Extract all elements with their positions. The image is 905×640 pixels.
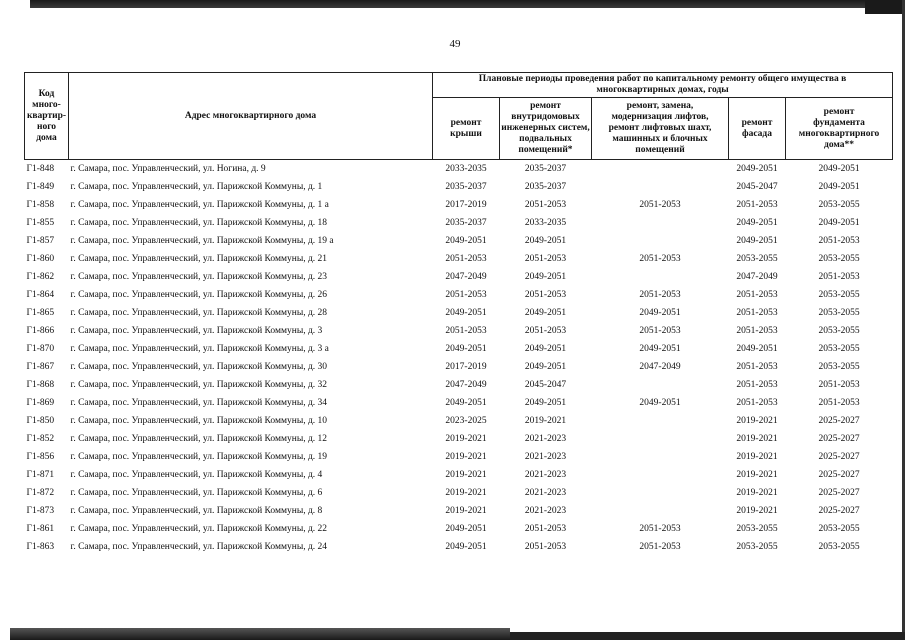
table-row [25,286,893,304]
cell-facade: 2049-2051 [736,344,778,354]
cell-roof: 2047-2049 [445,380,487,390]
table-row [25,538,893,556]
cell-code: Г1-855 [26,218,55,228]
table-row [25,232,893,250]
cell-roof: 2051-2053 [445,290,487,300]
cell-foundation: 2051-2053 [818,380,860,390]
header-systems-line: ремонт [530,101,561,111]
cell-facade: 2047-2049 [736,272,778,282]
cell-code: Г1-861 [26,524,55,534]
cell-systems: 2051-2053 [524,254,567,264]
cell-code: Г1-865 [26,308,55,318]
cell-code: Г1-872 [26,488,55,498]
table-row [25,358,893,376]
cell-roof: 2049-2051 [445,542,487,552]
header-systems [500,98,592,160]
cell-foundation: 2025-2027 [818,434,860,444]
cell-address: г. Самара, пос. Управленческий, ул. Парижской Коммуны, д. 3 а [70,344,329,354]
cell-facade: 2049-2051 [736,218,778,228]
cell-code: Г1-856 [26,452,55,462]
header-roof-line: ремонт [450,117,482,128]
cell-lifts: 2051-2053 [639,200,681,210]
cell-code: Г1-873 [26,506,55,516]
cell-address: г. Самара, пос. Управленческий, ул. Парижской Коммуны, д. 19 [70,452,328,462]
cell-roof: 2019-2021 [445,452,487,462]
cell-roof: 2049-2051 [445,524,487,534]
cell-lifts: 2051-2053 [639,326,681,336]
header-lifts-line: модернизация лифтов, [611,112,709,122]
cell-roof: 2035-2037 [445,218,487,228]
cell-systems: 2035-2037 [500,160,592,179]
cell-address: г. Самара, пос. Управленческий, ул. Парижской Коммуны, д. 19 а [70,236,334,246]
scan-shadow-top [30,0,905,8]
table-row [25,412,893,430]
header-code-line: дома [36,132,57,143]
cell-lifts [592,448,729,466]
header-periods-line: многоквартирных домах, годы [596,85,729,95]
header-periods [433,73,893,98]
cell-roof: 2033-2035 [433,160,500,179]
cell-code: Г1-848 [25,160,69,179]
header-systems-line: внутридомовых [511,112,580,122]
cell-facade: 2019-2021 [736,506,778,516]
cell-lifts [592,376,729,394]
cell-facade: 2051-2053 [736,362,778,372]
cell-foundation: 2053-2055 [818,290,860,300]
cell-address: г. Самара, пос. Управленческий, ул. Парижской Коммуны, д. 4 [70,470,323,480]
cell-roof: 2017-2019 [445,362,487,372]
cell-facade: 2049-2051 [729,160,786,179]
cell-lifts [592,502,729,520]
cell-lifts [592,160,729,179]
cell-facade: 2053-2055 [736,542,778,552]
cell-code: Г1-849 [26,182,55,192]
cell-lifts [592,412,729,430]
cell-code: Г1-869 [26,398,55,408]
cell-systems: 2045-2047 [524,380,567,390]
cell-facade: 2019-2021 [736,434,778,444]
cell-lifts: 2051-2053 [639,524,681,534]
cell-foundation: 2025-2027 [818,416,860,426]
cell-lifts: 2049-2051 [639,344,681,354]
cell-systems: 2049-2051 [524,398,567,408]
cell-facade: 2019-2021 [736,416,778,426]
table-row [25,304,893,322]
cell-lifts: 2049-2051 [639,398,681,408]
cell-address: г. Самара, пос. Управленческий, ул. Ногина, д. 9 [69,160,433,179]
repair-schedule-table [24,72,893,556]
header-foundation-line: ремонт [823,106,855,117]
cell-address: г. Самара, пос. Управленческий, ул. Парижской Коммуны, д. 12 [70,434,328,444]
cell-address: г. Самара, пос. Управленческий, ул. Парижской Коммуны, д. 30 [70,362,328,372]
header-roof-line: крыши [450,128,482,139]
cell-foundation: 2051-2053 [818,272,860,282]
header-systems-line: инженерных систем, [501,123,590,133]
cell-lifts: 2051-2053 [639,290,681,300]
cell-foundation: 2025-2027 [818,506,860,516]
page-number: 49 [449,38,461,50]
cell-foundation: 2049-2051 [818,182,860,192]
header-code-line: Код [38,88,55,99]
cell-code: Г1-858 [26,200,55,210]
scan-shadow-bottom-right [510,632,905,640]
cell-roof: 2051-2053 [445,254,487,264]
cell-address: г. Самара, пос. Управленческий, ул. Парижской Коммуны, д. 26 [70,290,328,300]
header-code [25,73,69,160]
cell-systems: 2051-2053 [524,200,567,210]
header-code-line: много- [32,99,61,110]
table-row [25,268,893,286]
cell-address: г. Самара, пос. Управленческий, ул. Парижской Коммуны, д. 8 [70,506,323,516]
table-row [25,340,893,358]
cell-systems: 2051-2053 [524,290,567,300]
cell-code: Г1-863 [26,542,55,552]
cell-systems: 2051-2053 [524,326,567,336]
cell-foundation: 2025-2027 [818,488,860,498]
cell-facade: 2053-2055 [736,524,778,534]
cell-address: г. Самара, пос. Управленческий, ул. Парижской Коммуны, д. 22 [70,524,328,534]
table-row [25,502,893,520]
header-foundation [786,98,893,160]
cell-roof: 2019-2021 [445,470,487,480]
cell-lifts: 2047-2049 [639,362,681,372]
cell-systems: 2019-2021 [524,416,567,426]
cell-lifts [592,466,729,484]
cell-foundation: 2051-2053 [818,398,860,408]
cell-code: Г1-852 [26,434,55,444]
cell-address: г. Самара, пос. Управленческий, ул. Парижской Коммуны, д. 18 [70,218,328,228]
header-systems-line: подвальных [519,134,572,144]
cell-facade: 2051-2053 [736,308,778,318]
cell-roof: 2049-2051 [445,344,487,354]
cell-code: Г1-867 [26,362,55,372]
cell-foundation: 2053-2055 [818,326,860,336]
cell-lifts [592,430,729,448]
cell-systems: 2049-2051 [524,308,567,318]
cell-lifts [592,214,729,232]
cell-foundation: 2025-2027 [818,452,860,462]
cell-roof: 2049-2051 [445,398,487,408]
table-row [25,430,893,448]
header-code-line: квартир- [26,110,67,121]
cell-lifts [592,232,729,250]
cell-address: г. Самара, пос. Управленческий, ул. Парижской Коммуны, д. 24 [70,542,328,552]
cell-systems: 2049-2051 [524,236,567,246]
cell-foundation: 2053-2055 [818,362,860,372]
cell-foundation: 2053-2055 [818,200,860,210]
table-row [25,250,893,268]
cell-lifts [592,484,729,502]
header-facade [729,98,786,160]
cell-facade: 2051-2053 [736,398,778,408]
cell-address: г. Самара, пос. Управленческий, ул. Парижской Коммуны, д. 6 [70,488,323,498]
cell-foundation: 2053-2055 [818,308,860,318]
cell-lifts [592,178,729,196]
header-facade-line: фасада [742,128,772,139]
header-foundation-line: многоквартирного [798,128,880,139]
cell-roof: 2047-2049 [445,272,487,282]
header-periods-line: Плановые периоды проведения работ по капитальному ремонту общего имущества в [478,74,847,84]
cell-systems: 2051-2053 [524,524,567,534]
table-row [25,214,893,232]
header-address: Адрес многоквартирного дома [69,73,433,160]
cell-facade: 2051-2053 [736,326,778,336]
cell-systems: 2021-2023 [524,506,567,516]
cell-address: г. Самара, пос. Управленческий, ул. Парижской Коммуны, д. 3 [70,326,323,336]
cell-address: г. Самара, пос. Управленческий, ул. Парижской Коммуны, д. 32 [70,380,328,390]
cell-roof: 2019-2021 [445,506,487,516]
cell-facade: 2019-2021 [736,488,778,498]
cell-systems: 2035-2037 [524,182,567,192]
cell-foundation: 2051-2053 [818,236,860,246]
header-code-line: ного [36,121,57,132]
cell-facade: 2049-2051 [736,236,778,246]
cell-lifts: 2051-2053 [639,542,681,552]
cell-systems: 2049-2051 [524,272,567,282]
cell-address: г. Самара, пос. Управленческий, ул. Парижской Коммуны, д. 23 [70,272,328,282]
header-lifts-line: ремонт, замена, [626,101,694,111]
cell-code: Г1-860 [26,254,55,264]
cell-code: Г1-866 [26,326,55,336]
cell-systems: 2049-2051 [524,344,567,354]
table-row [25,448,893,466]
table-row [25,484,893,502]
header-lifts-line: помещений [635,145,685,155]
cell-systems: 2051-2053 [524,542,567,552]
header-roof [433,98,500,160]
scan-shadow-bottom [10,628,510,640]
cell-roof: 2049-2051 [445,308,487,318]
header-systems-line: помещений* [518,145,573,155]
cell-foundation: 2053-2055 [818,344,860,354]
table-row [25,394,893,412]
cell-facade: 2051-2053 [736,290,778,300]
table-row [25,466,893,484]
cell-systems: 2021-2023 [524,434,567,444]
cell-lifts: 2049-2051 [639,308,681,318]
table-row [25,322,893,340]
cell-facade: 2045-2047 [736,182,778,192]
cell-roof: 2019-2021 [445,488,487,498]
cell-code: Г1-868 [26,380,55,390]
cell-code: Г1-870 [26,344,55,354]
cell-foundation: 2049-2051 [818,218,860,228]
cell-foundation: 2025-2027 [818,470,860,480]
cell-facade: 2051-2053 [736,380,778,390]
cell-systems: 2021-2023 [524,452,567,462]
cell-code: Г1-850 [26,416,55,426]
cell-systems: 2021-2023 [524,470,567,480]
cell-foundation: 2053-2055 [818,254,860,264]
cell-foundation: 2049-2051 [786,160,893,179]
header-facade-line: ремонт [741,117,773,128]
cell-address: г. Самара, пос. Управленческий, ул. Парижской Коммуны, д. 21 [70,254,328,264]
cell-address: г. Самара, пос. Управленческий, ул. Парижской Коммуны, д. 1 а [70,200,329,210]
cell-foundation: 2053-2055 [818,542,860,552]
cell-address: г. Самара, пос. Управленческий, ул. Парижской Коммуны, д. 28 [70,308,328,318]
cell-roof: 2035-2037 [445,182,487,192]
cell-address: г. Самара, пос. Управленческий, ул. Парижской Коммуны, д. 10 [70,416,328,426]
cell-facade: 2053-2055 [736,254,778,264]
cell-roof: 2023-2025 [445,416,487,426]
cell-roof: 2019-2021 [445,434,487,444]
cell-facade: 2019-2021 [736,452,778,462]
header-foundation-line: дома** [824,139,855,150]
cell-code: Г1-857 [26,236,55,246]
cell-systems: 2021-2023 [524,488,567,498]
cell-code: Г1-871 [26,470,55,480]
table-row [25,520,893,538]
cell-systems: 2049-2051 [524,362,567,372]
cell-facade: 2019-2021 [736,470,778,480]
table-row [25,178,893,196]
cell-roof: 2049-2051 [445,236,487,246]
cell-roof: 2051-2053 [445,326,487,336]
cell-code: Г1-862 [26,272,55,282]
header-lifts [592,98,729,160]
cell-roof: 2017-2019 [445,200,487,210]
cell-address: г. Самара, пос. Управленческий, ул. Парижской Коммуны, д. 1 [70,182,323,192]
cell-address: г. Самара, пос. Управленческий, ул. Парижской Коммуны, д. 34 [70,398,328,408]
header-lifts-line: ремонт лифтовых шахт, [608,123,712,133]
cell-facade: 2051-2053 [736,200,778,210]
table-body [25,160,893,557]
header-foundation-line: фундамента [813,117,865,128]
cell-code: Г1-864 [26,290,55,300]
cell-systems: 2033-2035 [524,218,567,228]
cell-foundation: 2053-2055 [818,524,860,534]
table-row [25,376,893,394]
cell-lifts [592,268,729,286]
table-row [25,160,893,179]
cell-lifts: 2051-2053 [639,254,681,264]
table-row [25,196,893,214]
header-lifts-line: машинных и блочных [612,134,708,144]
